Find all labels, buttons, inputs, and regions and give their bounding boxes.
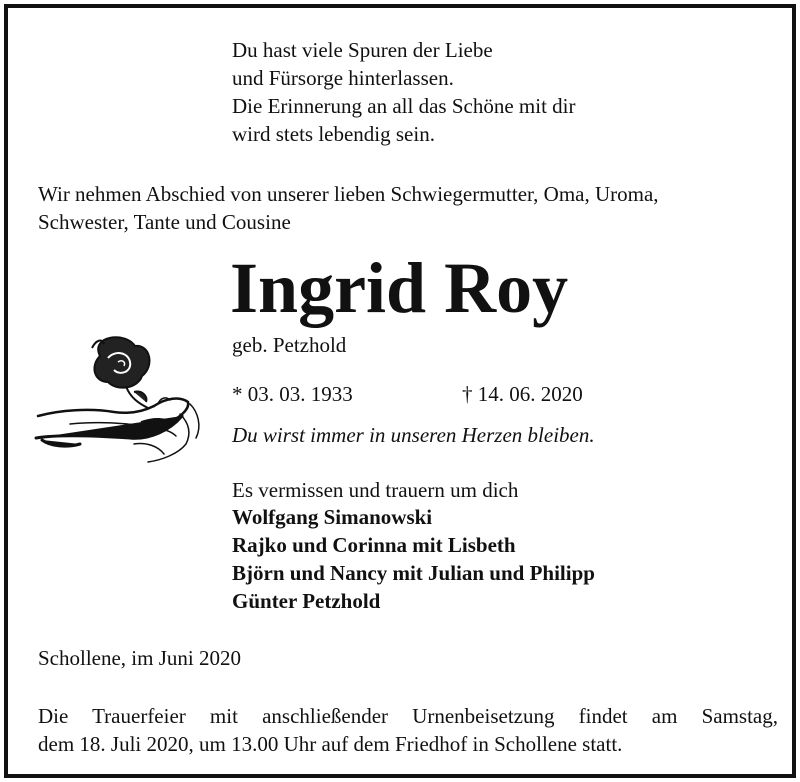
motto: Du wirst immer in unseren Herzen bleiben. [232,423,595,447]
mourners-intro: Es vermissen und trauern um dich [232,478,519,502]
mourner-name: Wolfgang Simanowski [232,505,433,529]
farewell-intro [38,180,778,236]
mourners-list [232,503,595,615]
rose-in-hands-icon [30,326,210,468]
service-line: Die Trauerfeier mit anschließender Urnenbeisetzung findet am Samstag, [38,704,778,728]
service-line: dem 18. Juli 2020, um 13.00 Uhr auf dem Friedhof in Schollene statt. [38,732,623,756]
mourner-name: Günter Petzhold [232,589,381,613]
death-date: † 14. 06. 2020 [462,382,583,406]
poem-line: und Fürsorge hinterlassen. [232,66,454,90]
poem-line: wird stets lebendig sein. [232,122,435,146]
place-date: Schollene, im Juni 2020 [38,646,241,670]
poem [232,36,576,148]
poem-line: Du hast viele Spuren der Liebe [232,38,493,62]
obituary-frame [4,4,796,778]
farewell-intro-line: Schwester, Tante und Cousine [38,210,291,234]
mourner-name: Rajko und Corinna mit Lisbeth [232,533,516,557]
farewell-intro-line: Wir nehmen Abschied von unserer lieben Schwiegermutter, Oma, Uroma, [38,182,659,206]
birth-date: * 03. 03. 1933 [232,382,353,406]
deceased-name: Ingrid Roy [230,248,569,328]
birth-name: geb. Petzhold [232,333,347,357]
funeral-service-info [38,702,778,758]
poem-line: Die Erinnerung an all das Schöne mit dir [232,94,576,118]
mourner-name: Björn und Nancy mit Julian und Philipp [232,561,595,585]
